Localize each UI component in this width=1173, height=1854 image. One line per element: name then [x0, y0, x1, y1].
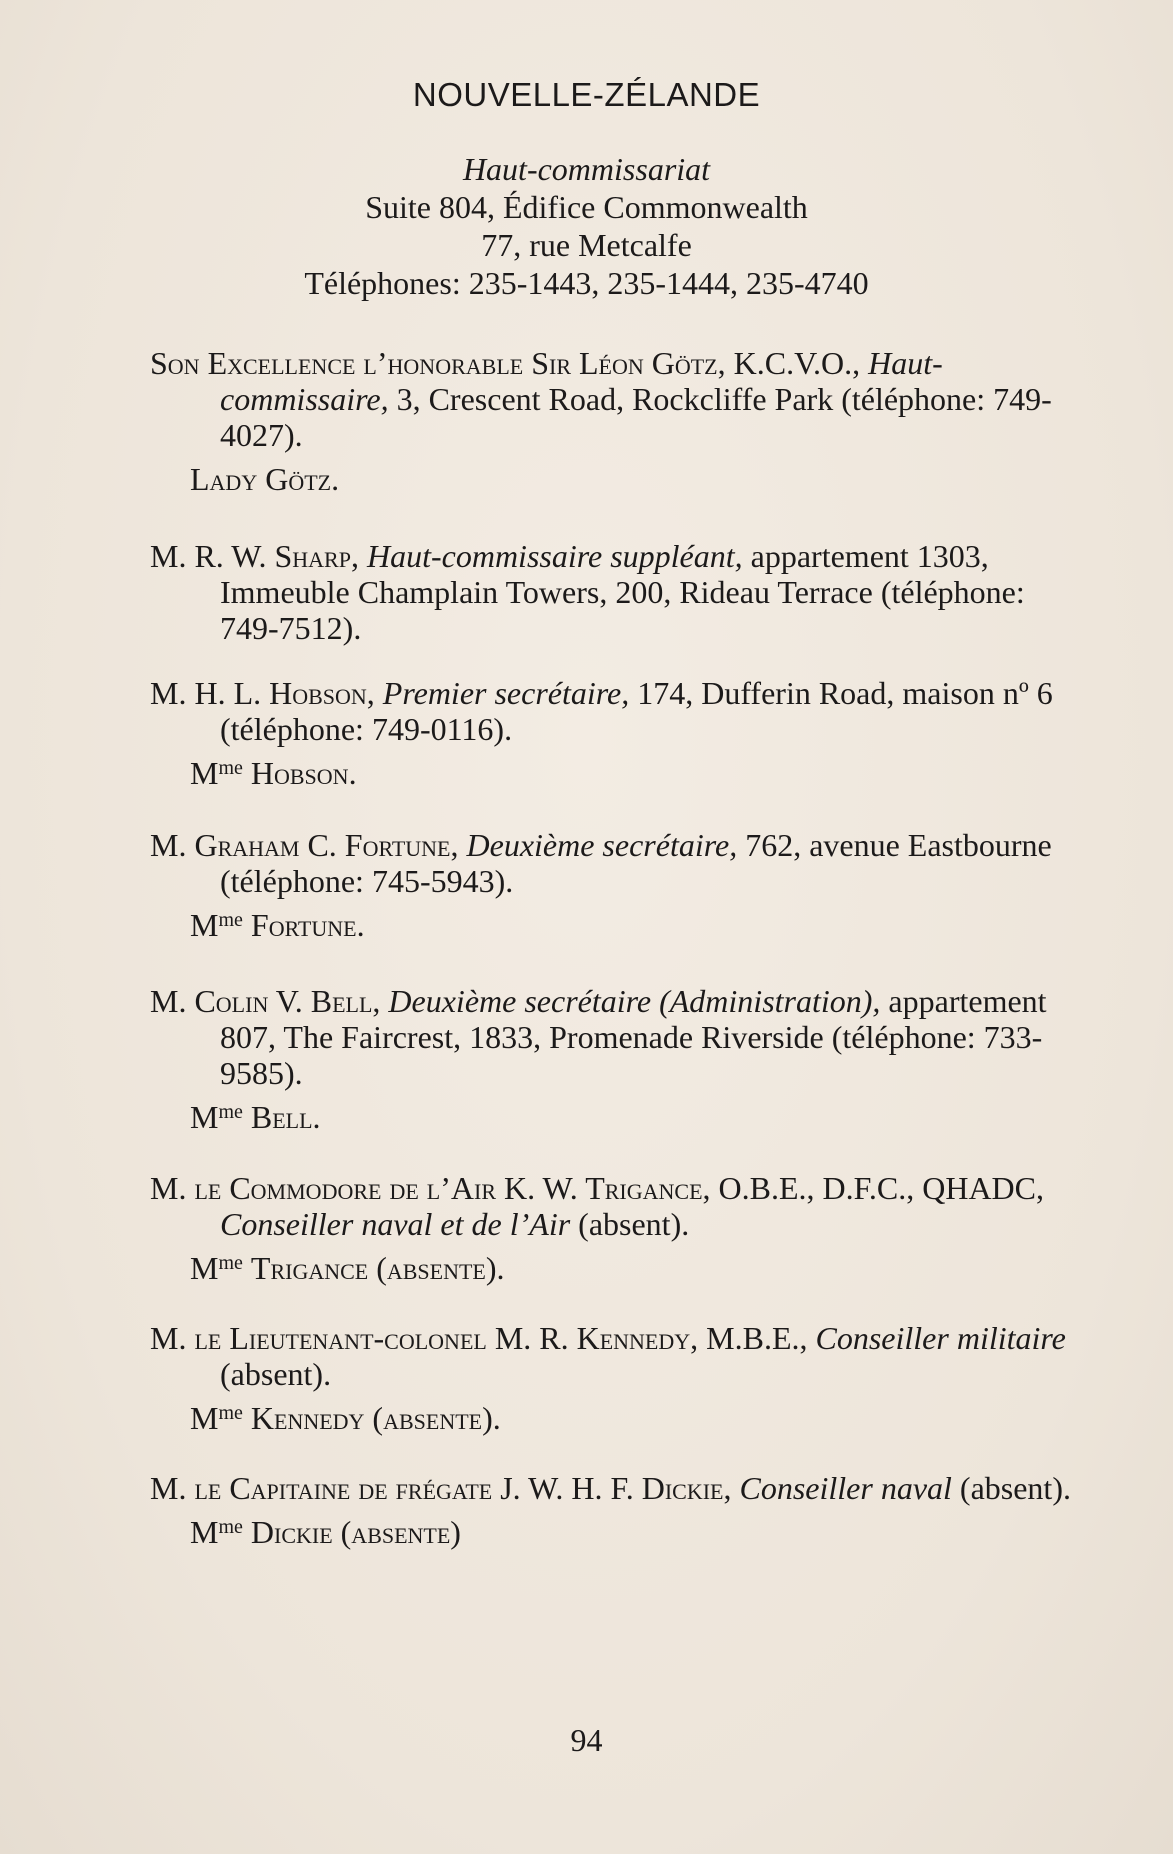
- entry-detail: 174, Dufferin Road, maison nº 6 (téléphone: 749-0116).: [220, 675, 1053, 747]
- entry-spouse: [150, 1514, 1080, 1550]
- staff-entry: [150, 1470, 1080, 1550]
- spouse-prefix: M: [190, 755, 219, 791]
- entry-name: M. le Lieutenant-colonel M. R. Kennedy, M.B.E.,: [150, 1320, 808, 1356]
- staff-entry: [150, 1320, 1080, 1436]
- staff-entry: [150, 827, 1080, 943]
- entry-text: [150, 1170, 1080, 1242]
- address-line-2: 77, rue Metcalfe: [481, 227, 692, 263]
- spouse-prefix-sup: me: [218, 757, 243, 779]
- staff-entry: [150, 538, 1080, 646]
- spouse-prefix: M: [190, 1250, 219, 1286]
- entry-role: Haut-commissaire,: [220, 345, 943, 417]
- entry-text: [150, 1470, 1080, 1506]
- entry-name: M. Graham C. Fortune,: [150, 827, 459, 863]
- entry-detail: appartement 1303, Immeuble Champlain Towers, 200, Rideau Terrace (téléphone: 749-7512).: [220, 538, 1025, 646]
- entry-role: Deuxième secrétaire (Administration),: [388, 983, 881, 1019]
- spouse-name: Dickie (absente): [250, 1514, 461, 1550]
- spouse-name: Trigance (absente).: [250, 1250, 505, 1286]
- entry-spouse: [150, 755, 1080, 791]
- entry-detail: (absent).: [220, 1356, 332, 1392]
- spouse-name: Bell.: [250, 1099, 321, 1135]
- entry-name: M. le Capitaine de frégate J. W. H. F. Dickie,: [150, 1470, 732, 1506]
- spouse-name: Hobson.: [250, 755, 357, 791]
- entry-spouse: [150, 1099, 1080, 1135]
- entry-text: [150, 1320, 1080, 1392]
- spouse-prefix-sup: me: [218, 1101, 243, 1123]
- entry-name: Son Excellence l’honorable Sir Léon Götz, K.C.V.O.,: [150, 345, 861, 381]
- entry-role: Conseiller militaire: [815, 1320, 1066, 1356]
- page-number: 94: [570, 1722, 603, 1758]
- spouse-prefix-sup: me: [218, 1402, 243, 1424]
- staff-entry: [150, 675, 1080, 791]
- entry-text: [150, 983, 1080, 1091]
- entry-name: M. le Commodore de l’Air K. W. Trigance, O.B.E., D.F.C., QHADC,: [150, 1170, 1044, 1206]
- phone-numbers: Téléphones: 235-1443, 235-1444, 235-4740: [304, 265, 869, 301]
- staff-entry: [150, 1170, 1080, 1286]
- entry-spouse: Lady Götz.: [190, 461, 340, 497]
- entry-text: [150, 675, 1080, 747]
- entry-detail: (absent).: [570, 1206, 690, 1242]
- entry-role: Haut-commissaire suppléant,: [366, 538, 743, 574]
- entry-spouse: [150, 1250, 1080, 1286]
- spouse-prefix: M: [190, 1099, 219, 1135]
- spouse-prefix-sup: me: [218, 1252, 243, 1274]
- spouse-prefix: M: [190, 907, 219, 943]
- entry-spouse: [150, 1400, 1080, 1436]
- spouse-prefix-sup: me: [218, 1516, 243, 1538]
- entry-name: M. R. W. Sharp,: [150, 538, 359, 574]
- spouse-name: Kennedy (absente).: [250, 1400, 501, 1436]
- entry-text: [150, 538, 1080, 646]
- entry-name: M. Colin V. Bell,: [150, 983, 381, 1019]
- staff-entry: [150, 983, 1080, 1135]
- office-address: [0, 150, 1173, 302]
- entry-spouse: [150, 907, 1080, 943]
- staff-entry: [150, 345, 1080, 497]
- entry-detail: 762, avenue Eastbourne (téléphone: 745-5943).: [220, 827, 1052, 899]
- spouse-prefix: M: [190, 1400, 219, 1436]
- entry-detail: (absent).: [951, 1470, 1071, 1506]
- entry-detail: 3, Crescent Road, Rockcliffe Park (téléphone: 749-4027).: [220, 381, 1052, 453]
- entry-text: [150, 345, 1080, 453]
- office-type: Haut-commissariat: [462, 151, 711, 187]
- spouse-prefix-sup: me: [218, 909, 243, 931]
- entry-role: Conseiller naval et de l’Air: [220, 1206, 571, 1242]
- spouse-prefix: M: [190, 1514, 219, 1550]
- entry-name: M. H. L. Hobson,: [150, 675, 375, 711]
- entry-role: Conseiller naval: [739, 1470, 952, 1506]
- address-line-1: Suite 804, Édifice Commonwealth: [365, 189, 808, 225]
- entry-detail: appartement 807, The Faircrest, 1833, Promenade Riverside (téléphone: 733-9585).: [220, 983, 1047, 1091]
- spouse-name: Fortune.: [250, 907, 365, 943]
- entry-text: [150, 827, 1080, 899]
- entry-role: Premier secrétaire,: [382, 675, 630, 711]
- entry-role: Deuxième secrétaire,: [466, 827, 738, 863]
- country-heading: NOUVELLE-ZÉLANDE: [412, 76, 761, 113]
